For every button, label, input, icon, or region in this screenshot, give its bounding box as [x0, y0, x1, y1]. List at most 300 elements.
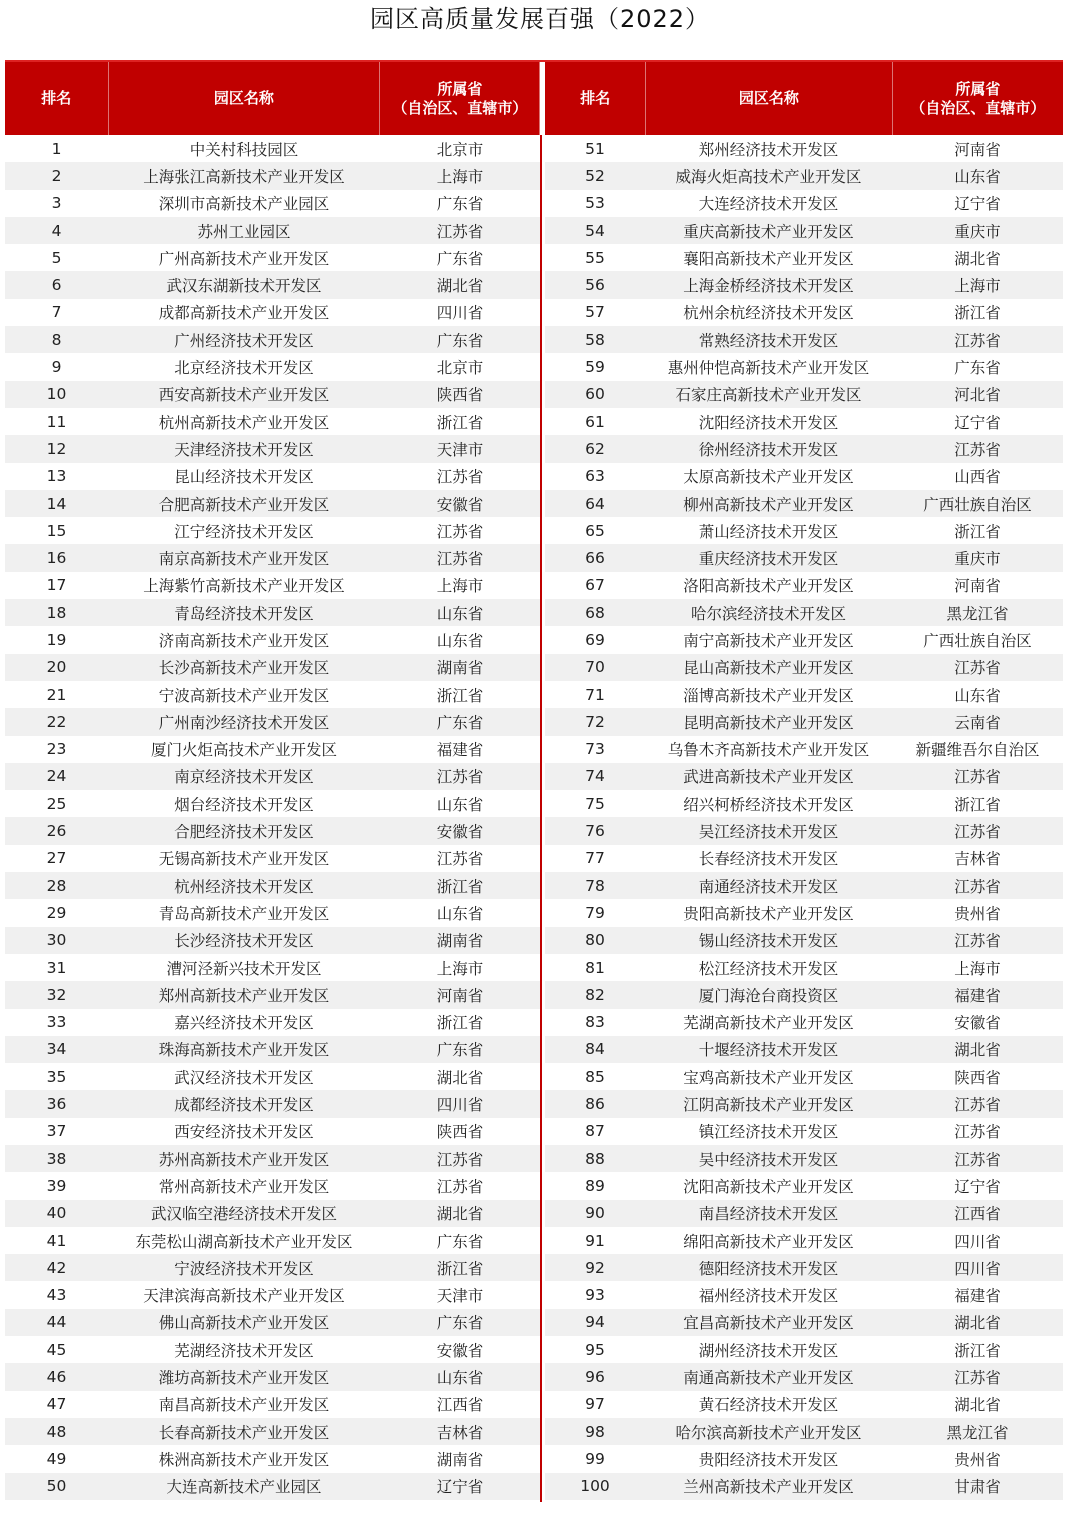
province-cell: 浙江省	[436, 413, 484, 432]
province-cell: 吉林省	[954, 850, 1001, 869]
rank-cell: 59	[585, 358, 605, 377]
rank-cell: 16	[5, 544, 108, 571]
province-cell: 浙江省	[380, 872, 540, 899]
table-row	[5, 1363, 1063, 1390]
table-row	[5, 790, 1063, 817]
rank-cell: 88	[545, 1145, 645, 1172]
province-cell: 江苏省	[380, 217, 540, 244]
rank-cell: 17	[46, 576, 67, 595]
park-name-cell: 南昌经济技术开发区	[645, 1200, 892, 1227]
park-name-cell: 东莞松山湖高新技术产业开发区	[135, 1232, 353, 1251]
province-cell: 湖北省	[892, 1036, 1063, 1063]
province-cell: 吉林省	[380, 1418, 540, 1445]
rank-cell: 35	[46, 1067, 67, 1086]
rank-cell: 12	[5, 435, 108, 462]
rank-cell: 56	[545, 271, 645, 298]
table-row	[5, 1281, 1063, 1308]
table-row	[5, 1200, 1063, 1227]
rank-cell: 14	[5, 490, 108, 517]
table-row	[5, 1090, 1063, 1117]
table-row	[5, 736, 1063, 763]
province-cell: 湖北省	[954, 1396, 1001, 1415]
rank-cell: 40	[5, 1200, 108, 1227]
rank-cell: 19	[46, 630, 67, 649]
table-row	[5, 408, 1063, 435]
province-cell: 广东省	[380, 1309, 540, 1336]
park-name-cell: 广州高新技术产业开发区	[158, 249, 330, 268]
rank-cell: 73	[585, 740, 605, 759]
park-name-cell: 哈尔滨经济技术开发区	[645, 599, 892, 626]
park-name-cell: 吴江经济技术开发区	[645, 817, 892, 844]
table-row	[5, 435, 1063, 462]
park-name-cell: 江阴高新技术产业开发区	[645, 1090, 892, 1117]
park-name-cell: 贵阳高新技术产业开发区	[683, 904, 854, 923]
header-rank-right: 排名	[545, 62, 646, 135]
table-row	[5, 817, 1063, 844]
park-name-cell: 杭州余杭经济技术开发区	[683, 304, 854, 323]
province-cell: 陕西省	[954, 1068, 1001, 1087]
rank-cell: 21	[46, 685, 67, 704]
rank-cell: 83	[585, 1013, 605, 1032]
park-name-cell: 黄石经济技术开发区	[698, 1396, 839, 1415]
rank-cell: 65	[585, 521, 605, 540]
park-name-cell: 宁波高新技术产业开发区	[158, 686, 330, 705]
rank-cell: 44	[5, 1309, 108, 1336]
header-province-line1: 所属省	[955, 79, 1001, 98]
province-cell: 江西省	[892, 1200, 1063, 1227]
rank-cell: 69	[585, 630, 605, 649]
rank-cell: 54	[545, 217, 645, 244]
rank-cell: 36	[5, 1090, 108, 1117]
table-row	[5, 1145, 1063, 1172]
park-name-cell: 广州经济技术开发区	[108, 326, 380, 353]
park-name-cell: 成都高新技术产业开发区	[158, 304, 330, 323]
header-province-line2: （自治区、直辖市）	[392, 98, 528, 117]
park-name-cell: 长春高新技术产业开发区	[108, 1418, 380, 1445]
province-cell: 黑龙江省	[892, 599, 1063, 626]
table-row	[5, 244, 1063, 271]
province-cell: 四川省	[380, 1090, 540, 1117]
rank-cell: 94	[545, 1309, 645, 1336]
rank-cell: 97	[585, 1395, 605, 1414]
province-cell: 湖北省	[892, 1309, 1063, 1336]
province-cell: 陕西省	[380, 381, 540, 408]
park-name-cell: 武汉临空港经济技术开发区	[108, 1200, 380, 1227]
province-cell: 广东省	[436, 1232, 484, 1251]
rank-cell: 58	[545, 326, 645, 353]
rank-cell: 85	[585, 1067, 605, 1086]
rank-cell: 26	[5, 817, 108, 844]
rank-cell: 29	[46, 903, 67, 922]
park-name-cell: 宜昌高新技术产业开发区	[645, 1309, 892, 1336]
park-name-cell: 昆明高新技术产业开发区	[645, 708, 892, 735]
province-cell: 河南省	[954, 140, 1001, 159]
table-row	[5, 1473, 1063, 1500]
province-cell: 辽宁省	[954, 413, 1001, 432]
rank-cell: 96	[545, 1363, 645, 1390]
rank-cell: 62	[545, 435, 645, 462]
rank-cell: 5	[51, 248, 62, 267]
province-cell: 浙江省	[954, 522, 1001, 541]
province-cell: 江苏省	[892, 1145, 1063, 1172]
province-cell: 上海市	[436, 577, 484, 596]
province-cell: 浙江省	[954, 304, 1001, 323]
park-name-cell: 佛山高新技术产业开发区	[108, 1309, 380, 1336]
park-name-cell: 太原高新技术产业开发区	[683, 468, 854, 487]
rank-cell: 52	[545, 162, 645, 189]
rank-cell: 32	[5, 981, 108, 1008]
rank-cell: 81	[585, 958, 605, 977]
rank-cell: 98	[545, 1418, 645, 1445]
province-cell: 湖北省	[436, 1068, 484, 1087]
rank-cell: 92	[545, 1254, 645, 1281]
province-cell: 湖北省	[954, 249, 1001, 268]
header-rank-left: 排名	[5, 62, 109, 135]
table-row	[5, 1254, 1063, 1281]
province-cell: 广东省	[380, 1036, 540, 1063]
province-cell: 浙江省	[436, 686, 484, 705]
province-cell: 广东省	[436, 195, 484, 214]
park-name-cell: 宁波经济技术开发区	[108, 1254, 380, 1281]
table-row	[5, 1172, 1063, 1199]
park-name-cell: 合肥经济技术开发区	[108, 817, 380, 844]
park-name-cell: 锡山经济技术开发区	[645, 927, 892, 954]
park-name-cell: 济南高新技术产业开发区	[158, 631, 330, 650]
park-name-cell: 武汉东湖新技术开发区	[108, 271, 380, 298]
park-name-cell: 襄阳高新技术产业开发区	[683, 249, 854, 268]
province-cell: 重庆市	[892, 217, 1063, 244]
park-name-cell: 常熟经济技术开发区	[645, 326, 892, 353]
park-name-cell: 无锡高新技术产业开发区	[158, 850, 330, 869]
province-cell: 陕西省	[436, 1123, 484, 1142]
park-name-cell: 苏州工业园区	[108, 217, 380, 244]
rank-cell: 68	[545, 599, 645, 626]
rank-cell: 95	[585, 1340, 605, 1359]
rank-cell: 90	[545, 1200, 645, 1227]
rank-cell: 48	[5, 1418, 108, 1445]
rank-cell: 84	[545, 1036, 645, 1063]
rank-cell: 75	[585, 794, 605, 813]
park-name-cell: 嘉兴经济技术开发区	[174, 1014, 314, 1033]
park-name-cell: 洛阳高新技术产业开发区	[683, 577, 854, 596]
rank-cell: 20	[5, 654, 108, 681]
rank-cell: 63	[585, 467, 605, 486]
province-cell: 山东省	[436, 631, 484, 650]
rank-cell: 74	[545, 763, 645, 790]
province-cell: 山西省	[954, 468, 1001, 487]
rank-cell: 55	[585, 248, 605, 267]
province-cell: 江苏省	[380, 544, 540, 571]
park-name-cell: 大连高新技术产业园区	[108, 1473, 380, 1500]
table-row	[5, 490, 1063, 517]
park-name-cell: 昆山经济技术开发区	[174, 468, 314, 487]
rank-cell: 53	[585, 194, 605, 213]
park-name-cell: 江宁经济技术开发区	[174, 522, 314, 541]
park-name-cell: 南通高新技术产业开发区	[645, 1363, 892, 1390]
province-cell: 黑龙江省	[892, 1418, 1063, 1445]
province-cell: 北京市	[436, 359, 484, 378]
rank-cell: 50	[5, 1473, 108, 1500]
rank-cell: 79	[585, 903, 605, 922]
table-row	[5, 1227, 1063, 1254]
province-cell: 江苏省	[436, 522, 484, 541]
park-name-cell: 重庆经济技术开发区	[645, 544, 892, 571]
park-name-cell: 苏州高新技术产业开发区	[108, 1145, 380, 1172]
province-cell: 浙江省	[380, 1254, 540, 1281]
park-name-cell: 长春经济技术开发区	[698, 850, 839, 869]
header-province-line2: （自治区、直辖市）	[910, 98, 1046, 117]
province-cell: 四川省	[436, 304, 484, 323]
province-cell: 江西省	[436, 1396, 484, 1415]
park-name-cell: 绍兴柯桥经济技术开发区	[683, 795, 854, 814]
province-cell: 江苏省	[954, 1123, 1001, 1142]
rank-cell: 86	[545, 1090, 645, 1117]
province-cell: 广西壮族自治区	[923, 631, 1032, 650]
province-cell: 山东省	[892, 162, 1063, 189]
rank-cell: 37	[46, 1122, 67, 1141]
rank-cell: 91	[585, 1231, 605, 1250]
province-cell: 河北省	[892, 381, 1063, 408]
province-cell: 辽宁省	[380, 1473, 540, 1500]
rank-cell: 46	[5, 1363, 108, 1390]
rank-cell: 8	[5, 326, 108, 353]
rank-cell: 77	[585, 849, 605, 868]
park-name-cell: 厦门海沧台商投资区	[645, 981, 892, 1008]
table-row	[5, 190, 1063, 217]
park-name-cell: 德阳经济技术开发区	[645, 1254, 892, 1281]
rank-cell: 72	[545, 708, 645, 735]
rank-cell: 60	[545, 381, 645, 408]
table-row	[5, 381, 1063, 408]
rank-cell: 78	[545, 872, 645, 899]
header-province-left	[380, 62, 540, 135]
park-name-cell: 常州高新技术产业开发区	[158, 1177, 330, 1196]
park-name-cell: 芜湖经济技术开发区	[174, 1341, 314, 1360]
province-cell: 福建省	[954, 1287, 1001, 1306]
province-cell: 江苏省	[892, 654, 1063, 681]
table-row	[5, 517, 1063, 544]
province-cell: 山东省	[436, 904, 484, 923]
province-cell: 浙江省	[954, 795, 1001, 814]
province-cell: 湖北省	[380, 271, 540, 298]
park-name-cell: 萧山经济技术开发区	[698, 522, 839, 541]
province-cell: 江苏省	[380, 763, 540, 790]
province-cell: 浙江省	[436, 1014, 484, 1033]
table-row	[5, 899, 1063, 926]
province-cell: 福建省	[892, 981, 1063, 1008]
table-row	[5, 1009, 1063, 1036]
park-name-cell: 威海火炬高技术产业开发区	[645, 162, 892, 189]
province-cell: 辽宁省	[954, 1177, 1001, 1196]
table-row	[5, 135, 1063, 162]
province-cell: 湖南省	[380, 927, 540, 954]
province-cell: 上海市	[892, 271, 1063, 298]
park-name-cell: 珠海高新技术产业开发区	[108, 1036, 380, 1063]
province-cell: 上海市	[954, 959, 1001, 978]
park-name-cell: 昆山高新技术产业开发区	[645, 654, 892, 681]
province-cell: 广东省	[436, 249, 484, 268]
park-name-cell: 大连经济技术开发区	[698, 195, 839, 214]
park-name-cell: 成都经济技术开发区	[108, 1090, 380, 1117]
park-name-cell: 长沙高新技术产业开发区	[108, 654, 380, 681]
park-name-cell: 郑州高新技术产业开发区	[108, 981, 380, 1008]
province-cell: 山东省	[954, 686, 1001, 705]
park-name-cell: 天津经济技术开发区	[108, 435, 380, 462]
park-name-cell: 厦门火炬高技术产业开发区	[150, 741, 337, 760]
province-cell: 湖南省	[436, 1450, 484, 1469]
park-name-cell: 上海张江高新技术产业开发区	[108, 162, 380, 189]
page-title: 园区高质量发展百强（2022）	[369, 5, 711, 33]
table-header	[5, 60, 1063, 135]
park-name-cell: 武进高新技术产业开发区	[645, 763, 892, 790]
province-cell: 广东省	[380, 326, 540, 353]
province-cell: 江苏省	[380, 1145, 540, 1172]
park-name-cell: 湖州经济技术开发区	[698, 1341, 839, 1360]
rank-cell: 15	[46, 521, 67, 540]
header-province-line1: 所属省	[437, 79, 483, 98]
province-cell: 福建省	[436, 741, 484, 760]
rank-cell: 76	[545, 817, 645, 844]
rank-cell: 38	[5, 1145, 108, 1172]
province-cell: 甘肃省	[892, 1473, 1063, 1500]
rank-cell: 6	[5, 271, 108, 298]
province-cell: 江苏省	[892, 927, 1063, 954]
rank-cell: 66	[545, 544, 645, 571]
table-row	[5, 626, 1063, 653]
rank-cell: 71	[585, 685, 605, 704]
province-cell: 贵州省	[954, 1450, 1001, 1469]
province-cell: 江苏省	[892, 435, 1063, 462]
rank-cell: 43	[46, 1286, 67, 1305]
province-cell: 江苏省	[892, 817, 1063, 844]
table-row	[5, 1418, 1063, 1445]
park-name-cell: 潍坊高新技术产业开发区	[108, 1363, 380, 1390]
table-row	[5, 271, 1063, 298]
rank-cell: 33	[46, 1013, 67, 1032]
table-row	[5, 1445, 1063, 1472]
province-cell: 江苏省	[436, 1177, 484, 1196]
province-cell: 山东省	[380, 599, 540, 626]
rank-cell: 82	[545, 981, 645, 1008]
rank-cell: 51	[585, 139, 605, 158]
table-row	[5, 1036, 1063, 1063]
province-cell: 北京市	[436, 140, 484, 159]
province-cell: 云南省	[892, 708, 1063, 735]
province-cell: 广东省	[954, 359, 1001, 378]
table-row	[5, 599, 1063, 626]
rank-cell: 9	[51, 358, 62, 377]
province-cell: 江苏省	[436, 468, 484, 487]
province-cell: 安徽省	[436, 1341, 484, 1360]
park-name-cell: 绵阳高新技术产业开发区	[683, 1232, 854, 1251]
table-row	[5, 463, 1063, 490]
rank-cell: 57	[585, 303, 605, 322]
park-name-cell: 哈尔滨高新技术产业开发区	[645, 1418, 892, 1445]
ranking-table	[5, 60, 1063, 1500]
rank-cell: 10	[5, 381, 108, 408]
park-name-cell: 十堰经济技术开发区	[645, 1036, 892, 1063]
rank-cell: 4	[5, 217, 108, 244]
park-name-cell: 深圳市高新技术产业园区	[158, 195, 330, 214]
park-name-cell: 南宁高新技术产业开发区	[683, 631, 854, 650]
header-province-right	[893, 62, 1063, 135]
park-name-cell: 吴中经济技术开发区	[645, 1145, 892, 1172]
province-cell: 湖北省	[380, 1200, 540, 1227]
rank-cell: 49	[46, 1449, 67, 1468]
table-row	[5, 1336, 1063, 1363]
rank-cell: 25	[46, 794, 67, 813]
park-name-cell: 天津滨海高新技术产业开发区	[143, 1287, 345, 1306]
park-name-cell: 郑州经济技术开发区	[698, 140, 839, 159]
province-cell: 天津市	[380, 435, 540, 462]
park-name-cell: 福州经济技术开发区	[698, 1287, 839, 1306]
province-cell: 广东省	[380, 708, 540, 735]
rank-cell: 47	[46, 1395, 67, 1414]
table-row	[5, 572, 1063, 599]
rank-cell: 30	[5, 927, 108, 954]
table-row	[5, 927, 1063, 954]
province-cell: 江苏省	[892, 763, 1063, 790]
rank-cell: 7	[51, 303, 62, 322]
rank-cell: 11	[46, 412, 67, 431]
province-cell: 江苏省	[436, 850, 484, 869]
rank-cell: 31	[46, 958, 67, 977]
park-name-cell: 徐州经济技术开发区	[645, 435, 892, 462]
table-row	[5, 654, 1063, 681]
park-name-cell: 武汉经济技术开发区	[174, 1068, 314, 1087]
table-row	[5, 299, 1063, 326]
province-cell: 安徽省	[380, 817, 540, 844]
park-name-cell: 乌鲁木齐高新技术产业开发区	[667, 741, 870, 760]
park-name-cell: 南京经济技术开发区	[108, 763, 380, 790]
province-cell: 四川省	[954, 1232, 1001, 1251]
park-name-cell: 镇江经济技术开发区	[698, 1123, 839, 1142]
park-name-cell: 宝鸡高新技术产业开发区	[683, 1068, 854, 1087]
province-cell: 天津市	[436, 1287, 484, 1306]
center-divider	[540, 135, 542, 1502]
park-name-cell: 重庆高新技术产业开发区	[645, 217, 892, 244]
province-cell: 安徽省	[954, 1014, 1001, 1033]
park-name-cell: 柳州高新技术产业开发区	[645, 490, 892, 517]
province-cell: 四川省	[892, 1254, 1063, 1281]
province-cell: 江苏省	[892, 1090, 1063, 1117]
province-cell: 湖南省	[380, 654, 540, 681]
rank-cell: 27	[46, 849, 67, 868]
province-cell: 重庆市	[892, 544, 1063, 571]
rank-cell: 22	[5, 708, 108, 735]
province-cell: 河南省	[954, 577, 1001, 596]
table-row	[5, 954, 1063, 981]
table-row	[5, 1391, 1063, 1418]
park-name-cell: 烟台经济技术开发区	[174, 795, 314, 814]
park-name-cell: 杭州经济技术开发区	[108, 872, 380, 899]
park-name-cell: 沈阳经济技术开发区	[698, 413, 839, 432]
province-cell: 广西壮族自治区	[892, 490, 1063, 517]
table-row	[5, 681, 1063, 708]
rank-cell: 64	[545, 490, 645, 517]
rank-cell: 24	[5, 763, 108, 790]
table-row	[5, 1309, 1063, 1336]
province-cell: 安徽省	[380, 490, 540, 517]
park-name-cell: 漕河泾新兴技术开发区	[166, 959, 322, 978]
province-cell: 山东省	[436, 795, 484, 814]
park-name-cell: 南通经济技术开发区	[645, 872, 892, 899]
province-cell: 河南省	[380, 981, 540, 1008]
park-name-cell: 青岛经济技术开发区	[108, 599, 380, 626]
rank-cell: 39	[46, 1176, 67, 1195]
province-cell: 上海市	[380, 162, 540, 189]
rank-cell: 41	[46, 1231, 67, 1250]
